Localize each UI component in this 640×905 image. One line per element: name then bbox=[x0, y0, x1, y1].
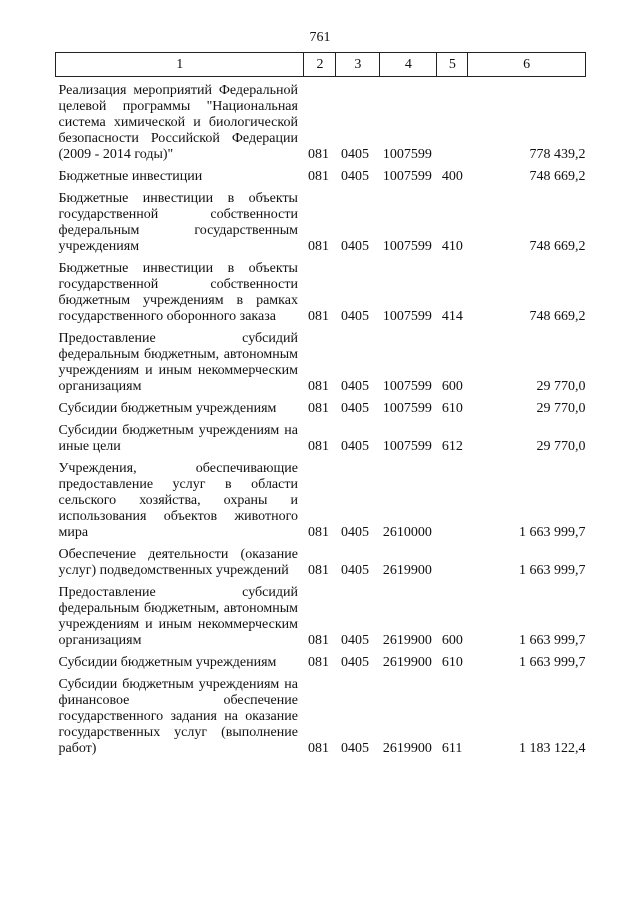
row-name: Бюджетные инвестиции в объекты государственной собственности бюджетным учреждениям в рамках государственного оборонного заказа bbox=[58, 261, 298, 324]
row-rz: 0405 bbox=[340, 169, 369, 184]
row-cs: 2619900 bbox=[382, 633, 432, 648]
table-row bbox=[56, 169, 586, 191]
row-cs: 2619900 bbox=[382, 563, 432, 578]
row-name: Субсидии бюджетным учреждениям bbox=[58, 401, 277, 416]
row-name: Реализация мероприятий Федеральной целевой программы "Национальная система химической и биологической безопасности Российской Федерации (2009 - 2014 годы)" bbox=[58, 83, 298, 162]
row-cs: 1007599 bbox=[382, 147, 432, 162]
row-rz: 0405 bbox=[340, 741, 369, 756]
row-vr: 414 bbox=[441, 309, 463, 324]
row-cs: 1007599 bbox=[382, 239, 432, 254]
row-gr: 081 bbox=[307, 401, 329, 416]
row-name: Бюджетные инвестиции bbox=[58, 169, 203, 184]
table-row bbox=[56, 461, 586, 547]
table-row bbox=[56, 547, 586, 585]
row-vr bbox=[437, 547, 468, 585]
row-vr: 611 bbox=[441, 741, 463, 756]
row-vr: 610 bbox=[441, 655, 463, 670]
row-cs: 2619900 bbox=[382, 741, 432, 756]
table-row bbox=[56, 585, 586, 655]
table-row bbox=[56, 423, 586, 461]
row-gr: 081 bbox=[307, 563, 329, 578]
row-gr: 081 bbox=[307, 309, 329, 324]
header-cell-6: 6 bbox=[468, 53, 586, 77]
row-vr bbox=[437, 461, 468, 547]
table-row bbox=[56, 261, 586, 331]
row-name: Субсидии бюджетным учреждениям на финансовое обеспечение государственного задания на оказание государственных услуг (выполнение работ) bbox=[58, 677, 298, 756]
header-cell-5: 5 bbox=[437, 53, 468, 77]
table-row bbox=[56, 401, 586, 423]
table-row bbox=[56, 77, 586, 170]
table-row bbox=[56, 655, 586, 677]
row-rz: 0405 bbox=[340, 655, 369, 670]
row-rz: 0405 bbox=[340, 309, 369, 324]
row-vr: 600 bbox=[441, 633, 463, 648]
row-sum: 748 669,2 bbox=[529, 239, 586, 254]
row-cs: 1007599 bbox=[382, 379, 432, 394]
row-sum: 29 770,0 bbox=[536, 439, 586, 454]
row-name: Предоставление субсидий федеральным бюджетным, автономным учреждениям и иным некоммерческим организациям bbox=[58, 585, 298, 648]
row-rz: 0405 bbox=[340, 401, 369, 416]
row-vr: 410 bbox=[441, 239, 463, 254]
table-header bbox=[56, 53, 586, 77]
row-vr: 600 bbox=[441, 379, 463, 394]
header-cell-2: 2 bbox=[304, 53, 336, 77]
row-cs: 1007599 bbox=[382, 439, 432, 454]
row-gr: 081 bbox=[307, 169, 329, 184]
row-gr: 081 bbox=[307, 741, 329, 756]
row-rz: 0405 bbox=[340, 147, 369, 162]
row-cs: 2619900 bbox=[382, 655, 432, 670]
row-gr: 081 bbox=[307, 655, 329, 670]
row-name: Бюджетные инвестиции в объекты государственной собственности федеральным государственным учреждениям bbox=[58, 191, 298, 254]
row-rz: 0405 bbox=[340, 563, 369, 578]
row-cs: 1007599 bbox=[382, 309, 432, 324]
row-rz: 0405 bbox=[340, 439, 369, 454]
row-sum: 1 663 999,7 bbox=[519, 633, 586, 648]
row-name: Обеспечение деятельности (оказание услуг) подведомственных учреждений bbox=[58, 547, 298, 578]
row-sum: 1 663 999,7 bbox=[519, 655, 586, 670]
table-body bbox=[56, 77, 586, 764]
row-cs: 1007599 bbox=[382, 401, 432, 416]
row-rz: 0405 bbox=[340, 525, 369, 540]
row-sum: 1 183 122,4 bbox=[519, 741, 586, 756]
row-gr: 081 bbox=[307, 633, 329, 648]
row-sum: 1 663 999,7 bbox=[519, 525, 586, 540]
row-sum: 1 663 999,7 bbox=[519, 563, 586, 578]
row-vr: 400 bbox=[441, 169, 463, 184]
row-cs: 2610000 bbox=[382, 525, 432, 540]
row-gr: 081 bbox=[307, 147, 329, 162]
row-cs: 1007599 bbox=[382, 169, 432, 184]
row-gr: 081 bbox=[307, 525, 329, 540]
row-sum: 748 669,2 bbox=[529, 169, 586, 184]
table-row bbox=[56, 331, 586, 401]
row-gr: 081 bbox=[307, 379, 329, 394]
page-number: 761 bbox=[309, 30, 331, 45]
row-vr bbox=[437, 77, 468, 170]
row-rz: 0405 bbox=[340, 379, 369, 394]
header-cell-3: 3 bbox=[336, 53, 380, 77]
row-vr: 612 bbox=[441, 439, 463, 454]
budget-table bbox=[55, 52, 586, 763]
row-vr: 610 bbox=[441, 401, 463, 416]
row-sum: 748 669,2 bbox=[529, 309, 586, 324]
header-cell-1: 1 bbox=[56, 53, 304, 77]
row-name: Субсидии бюджетным учреждениям на иные цели bbox=[58, 423, 298, 454]
row-gr: 081 bbox=[307, 239, 329, 254]
table-row bbox=[56, 677, 586, 763]
row-gr: 081 bbox=[307, 439, 329, 454]
row-name: Предоставление субсидий федеральным бюджетным, автономным учреждениям и иным некоммерческим организациям bbox=[58, 331, 298, 394]
row-name: Субсидии бюджетным учреждениям bbox=[58, 655, 277, 670]
row-name: Учреждения, обеспечивающие предоставление услуг в области сельского хозяйства, охраны и использования объектов животного мира bbox=[58, 461, 298, 540]
row-sum: 29 770,0 bbox=[536, 401, 586, 416]
row-rz: 0405 bbox=[340, 239, 369, 254]
header-cell-4: 4 bbox=[380, 53, 437, 77]
row-rz: 0405 bbox=[340, 633, 369, 648]
row-sum: 778 439,2 bbox=[529, 147, 586, 162]
table-row bbox=[56, 191, 586, 261]
row-sum: 29 770,0 bbox=[536, 379, 586, 394]
